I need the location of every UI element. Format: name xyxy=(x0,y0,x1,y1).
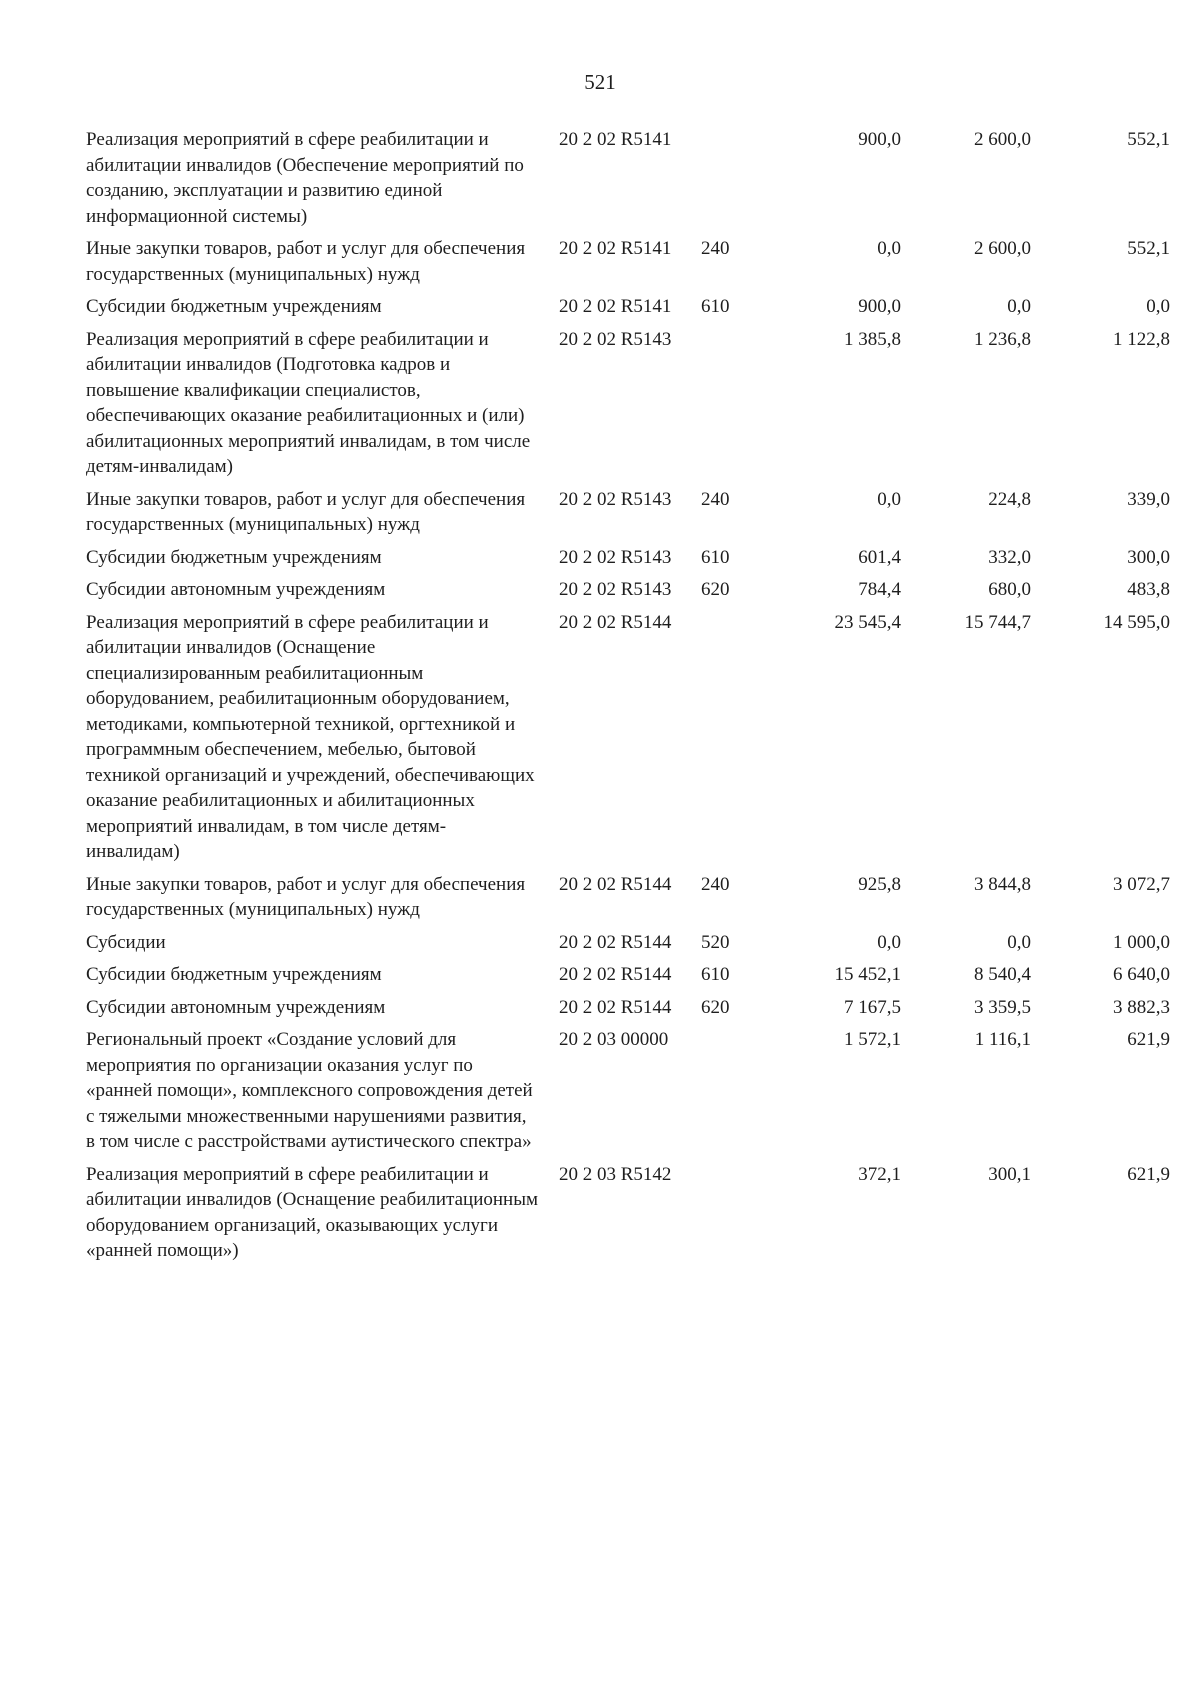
row-expense-type: 610 xyxy=(701,546,730,568)
row-value-2: 8 540,4 xyxy=(974,964,1031,985)
row-value-3: 0,0 xyxy=(1146,296,1170,317)
table-row xyxy=(86,962,1170,995)
row-code: 20 2 02 R5144 xyxy=(559,873,672,895)
table-row xyxy=(86,327,1170,487)
row-value-1: 784,4 xyxy=(858,579,901,600)
row-code: 20 2 02 R5144 xyxy=(559,931,672,953)
row-value-1: 601,4 xyxy=(858,546,901,568)
row-value-3: 621,9 xyxy=(1127,1163,1170,1185)
row-code: 20 2 02 R5144 xyxy=(559,964,672,985)
row-expense-type xyxy=(701,1162,771,1271)
row-value-3: 1 000,0 xyxy=(1113,931,1170,953)
row-value-1: 23 545,4 xyxy=(834,611,901,633)
table-row xyxy=(86,610,1170,872)
row-name: Реализация мероприятий в сфере реабилитации и абилитации инвалидов (Оснащение реабилитационным оборудованием организаций, оказывающих услуги «ранней помощи») xyxy=(86,1163,539,1261)
row-value-1: 7 167,5 xyxy=(844,996,901,1018)
row-expense-type: 520 xyxy=(701,931,730,953)
table-row xyxy=(86,236,1170,294)
row-expense-type: 240 xyxy=(701,488,730,510)
row-code: 20 2 02 R5141 xyxy=(559,129,672,150)
row-value-1: 0,0 xyxy=(877,931,901,953)
row-code: 20 2 02 R5144 xyxy=(559,611,672,633)
table-row xyxy=(86,930,1170,963)
page-number: 521 xyxy=(584,70,616,94)
row-value-1: 900,0 xyxy=(858,129,901,150)
row-value-3: 1 122,8 xyxy=(1113,328,1170,350)
row-value-2: 1 116,1 xyxy=(974,1029,1031,1050)
row-expense-type: 610 xyxy=(701,964,730,985)
table-row xyxy=(86,487,1170,545)
row-code: 20 2 03 00000 xyxy=(559,1029,669,1050)
row-value-3: 483,8 xyxy=(1127,579,1170,600)
row-code: 20 2 02 R5144 xyxy=(559,996,672,1018)
row-code: 20 2 03 R5142 xyxy=(559,1163,672,1185)
row-expense-type xyxy=(701,610,771,872)
row-name: Субсидии бюджетным учреждениям xyxy=(86,546,382,568)
row-value-3: 3 072,7 xyxy=(1113,873,1170,895)
row-value-2: 300,1 xyxy=(988,1163,1031,1185)
row-name: Субсидии xyxy=(86,931,166,953)
table-row xyxy=(86,995,1170,1028)
row-code: 20 2 02 R5143 xyxy=(559,488,672,510)
row-name: Субсидии автономным учреждениям xyxy=(86,996,386,1018)
table-row xyxy=(86,1162,1170,1271)
row-expense-type xyxy=(701,327,771,487)
row-expense-type: 620 xyxy=(701,579,730,600)
row-name: Субсидии бюджетным учреждениям xyxy=(86,964,382,985)
row-value-1: 0,0 xyxy=(877,488,901,510)
row-name: Реализация мероприятий в сфере реабилитации и абилитации инвалидов (Оснащение специализированным реабилитационным оборудованием, реабилитационным оборудованием, методиками, компьютерной техникой, оргтехникой и программным обеспечением, мебелью, бытовой техникой организаций и учреждений, обеспечивающих оказание реабилитационных и абилитационных мероприятий инвалидам, в том числе детям-инвалидам) xyxy=(86,611,535,862)
row-value-3: 3 882,3 xyxy=(1113,996,1170,1018)
row-name: Реализация мероприятий в сфере реабилитации и абилитации инвалидов (Подготовка кадров и повышение квалификации специалистов, обеспечивающих оказание реабилитационных и (или) абилитационных мероприятий инвалидам, в том числе детям-инвалидам) xyxy=(86,328,531,477)
row-code: 20 2 02 R5143 xyxy=(559,328,672,350)
row-value-2: 0,0 xyxy=(1007,931,1031,953)
row-expense-type: 240 xyxy=(701,873,730,895)
row-code: 20 2 02 R5141 xyxy=(559,296,672,317)
budget-table xyxy=(86,127,1170,1271)
row-name: Реализация мероприятий в сфере реабилитации и абилитации инвалидов (Обеспечение мероприятий по созданию, эксплуатации и развитию единой информационной системы) xyxy=(86,129,524,227)
row-value-2: 332,0 xyxy=(988,546,1031,568)
row-name: Субсидии автономным учреждениям xyxy=(86,579,386,600)
row-expense-type: 240 xyxy=(701,238,730,259)
row-value-3: 339,0 xyxy=(1127,488,1170,510)
row-value-1: 900,0 xyxy=(858,296,901,317)
row-code: 20 2 02 R5143 xyxy=(559,579,672,600)
row-name: Субсидии бюджетным учреждениям xyxy=(86,296,382,317)
row-value-1: 1 385,8 xyxy=(844,328,901,350)
row-expense-type: 610 xyxy=(701,296,730,317)
row-value-2: 15 744,7 xyxy=(964,611,1031,633)
table-row xyxy=(86,545,1170,578)
row-name: Иные закупки товаров, работ и услуг для обеспечения государственных (муниципальных) нужд xyxy=(86,873,526,920)
table-row xyxy=(86,127,1170,236)
row-value-3: 300,0 xyxy=(1127,546,1170,568)
row-name: Региональный проект «Создание условий для мероприятия по организации оказания услуг по «ранней помощи», комплексного сопровождения детей с тяжелыми множественными нарушениями развития, в том числе с расстройствами аутистического спектра» xyxy=(86,1029,533,1152)
row-value-3: 552,1 xyxy=(1127,129,1170,150)
row-value-2: 3 844,8 xyxy=(974,873,1031,895)
row-code: 20 2 02 R5141 xyxy=(559,238,672,259)
row-code: 20 2 02 R5143 xyxy=(559,546,672,568)
table-row xyxy=(86,294,1170,327)
row-expense-type xyxy=(701,127,771,236)
row-value-3: 621,9 xyxy=(1127,1029,1170,1050)
row-name: Иные закупки товаров, работ и услуг для обеспечения государственных (муниципальных) нужд xyxy=(86,488,526,535)
table-row xyxy=(86,577,1170,610)
row-value-2: 3 359,5 xyxy=(974,996,1031,1018)
row-value-3: 6 640,0 xyxy=(1113,964,1170,985)
row-value-2: 2 600,0 xyxy=(974,129,1031,150)
row-expense-type: 620 xyxy=(701,996,730,1018)
row-value-2: 680,0 xyxy=(988,579,1031,600)
row-value-1: 372,1 xyxy=(858,1163,901,1185)
row-value-2: 224,8 xyxy=(988,488,1031,510)
row-value-1: 0,0 xyxy=(877,238,901,259)
row-value-1: 15 452,1 xyxy=(834,964,901,985)
row-value-2: 1 236,8 xyxy=(974,328,1031,350)
table-row xyxy=(86,1027,1170,1162)
row-expense-type xyxy=(701,1027,771,1162)
table-row xyxy=(86,872,1170,930)
row-value-3: 552,1 xyxy=(1127,238,1170,259)
row-value-3: 14 595,0 xyxy=(1103,611,1170,633)
row-value-1: 1 572,1 xyxy=(844,1029,901,1050)
row-value-1: 925,8 xyxy=(858,873,901,895)
row-value-2: 2 600,0 xyxy=(974,238,1031,259)
row-name: Иные закупки товаров, работ и услуг для обеспечения государственных (муниципальных) нужд xyxy=(86,238,526,285)
row-value-2: 0,0 xyxy=(1007,296,1031,317)
